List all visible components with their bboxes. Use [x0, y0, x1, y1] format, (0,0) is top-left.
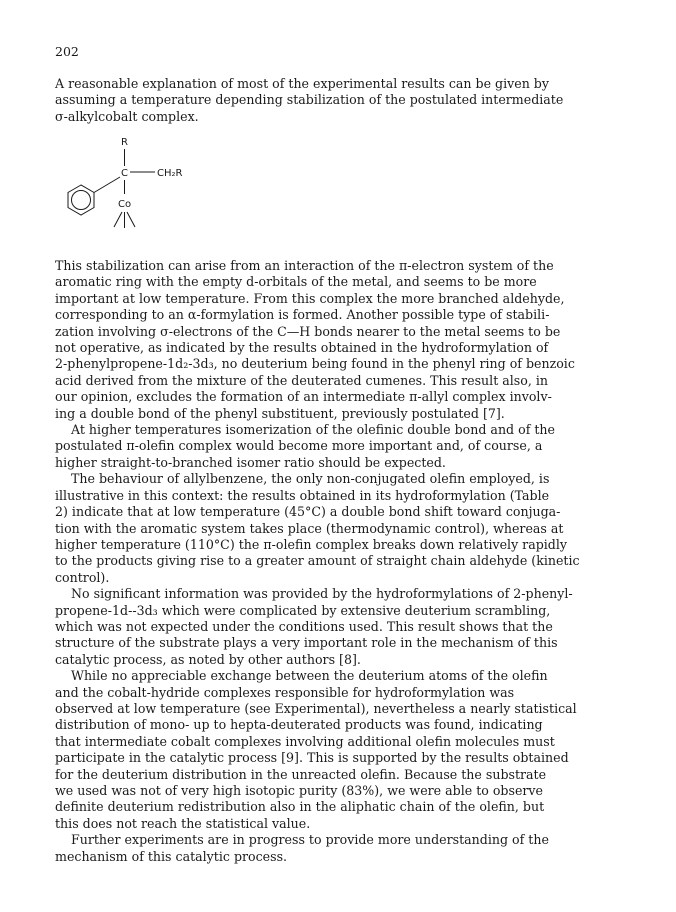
- bond-line: [114, 212, 122, 227]
- text-line: structure of the substrate plays a very important role in the mechanism of this: [55, 635, 558, 651]
- r-label: R: [121, 137, 128, 148]
- text-line: not operative, as indicated by the results obtained in the hydroformylation of: [55, 340, 549, 356]
- text-line: corresponding to an α-formylation is formed. Another possible type of stabili-: [55, 307, 550, 323]
- text-line: definite deuterium redistribution also in the aliphatic chain of the olefin, but: [55, 799, 545, 815]
- text-line: The behaviour of allylbenzene, the only non-conjugated olefin employed, is: [71, 471, 550, 487]
- bond-line: [94, 177, 120, 193]
- text-line: we used was not of very high isotopic purity (83%), we were able to observe: [55, 783, 543, 798]
- co-label: Co: [118, 199, 132, 210]
- text-line: No significant information was provided by the hydroformylations of 2-phenyl-: [71, 586, 573, 602]
- text-line: distribution of mono- up to hepta-deuterated products was found, indicating: [55, 717, 543, 733]
- text-line: postulated π-olefin complex would become more important and, of course, a: [55, 438, 543, 454]
- page-number: 202: [55, 44, 79, 59]
- text-line: for the deuterium distribution in the unreacted olefin. Because the substrate: [55, 766, 547, 782]
- text-line: higher temperature (110°C) the π-olefin complex breaks down relatively rapidly: [55, 536, 568, 552]
- text-line: Further experiments are in progress to provide more understanding of the: [71, 832, 549, 848]
- text-line: A reasonable explanation of most of the experimental results can be given by: [55, 76, 549, 91]
- text-line: 2-phenylpropene-1d₂-3d₃, no deuterium being found in the phenyl ring of benzoic: [55, 356, 575, 372]
- text-line: σ-alkylcobalt complex.: [55, 108, 199, 124]
- text-line: which was not expected under the conditions used. This result shows that the: [55, 618, 553, 634]
- text-line: At higher temperatures isomerization of the olefinic double bond and of the: [71, 422, 555, 438]
- bond-line: [127, 212, 135, 227]
- text-line: participate in the catalytic process [9]. This is supported by the results obtained: [55, 750, 569, 766]
- ch2r-label: CH₂R: [157, 168, 183, 179]
- text-line: catalytic process, as noted by other authors [8].: [55, 651, 361, 667]
- text-line: control).: [55, 569, 110, 585]
- text-line: this does not reach the statistical value.: [55, 815, 311, 831]
- intro-paragraph: [55, 76, 635, 125]
- text-line: This stabilization can arise from an interaction of the π-electron system of the: [55, 258, 554, 273]
- text-line: mechanism of this catalytic process.: [55, 848, 288, 864]
- text-line: assuming a temperature depending stabilization of the postulated intermediate: [55, 92, 564, 108]
- text-line: and the cobalt-hydride complexes responsible for hydroformylation was: [55, 684, 515, 700]
- text-line: higher straight-to-branched isomer ratio should be expected.: [55, 454, 446, 470]
- text-line: important at low temperature. From this complex the more branched aldehyde,: [55, 290, 565, 306]
- sigma-alkylcobalt-structure: [55, 136, 205, 258]
- text-line: our opinion, excludes the formation of an intermediate π-allyl complex involv-: [55, 389, 552, 405]
- c-label: C: [121, 168, 128, 179]
- text-line: 2) indicate that at low temperature (45°C) a double bond shift toward conjuga-: [55, 504, 561, 520]
- text-line: illustrative in this context: the results obtained in its hydroformylation (Table: [55, 487, 550, 503]
- text-line: zation involving σ-electrons of the C—H bonds nearer to the metal seems to be: [55, 323, 561, 339]
- body-text: [55, 258, 635, 865]
- text-line: tion with the aromatic system takes place (thermodynamic control), whereas at: [55, 520, 564, 536]
- aromatic-circle: [72, 191, 91, 210]
- text-line: ing a double bond of the phenyl substituent, previously postulated [7].: [55, 405, 505, 421]
- text-line: acid derived from the mixture of the deuterated cumenes. This result also, in: [55, 372, 548, 388]
- text-line: propene-1d--3d₃ which were complicated by extensive deuterium scrambling,: [55, 602, 551, 618]
- text-line: While no appreciable exchange between the deuterium atoms of the olefin: [71, 668, 548, 684]
- text-line: observed at low temperature (see Experimental), nevertheless a nearly statistical: [55, 700, 577, 716]
- text-line: that intermediate cobalt complexes involving additional olefin molecules must: [55, 733, 555, 749]
- text-line: to the products giving rise to a greater amount of straight chain aldehyde (kinetic: [55, 553, 580, 569]
- text-line: aromatic ring with the empty d-orbitals of the metal, and seems to be more: [55, 274, 537, 290]
